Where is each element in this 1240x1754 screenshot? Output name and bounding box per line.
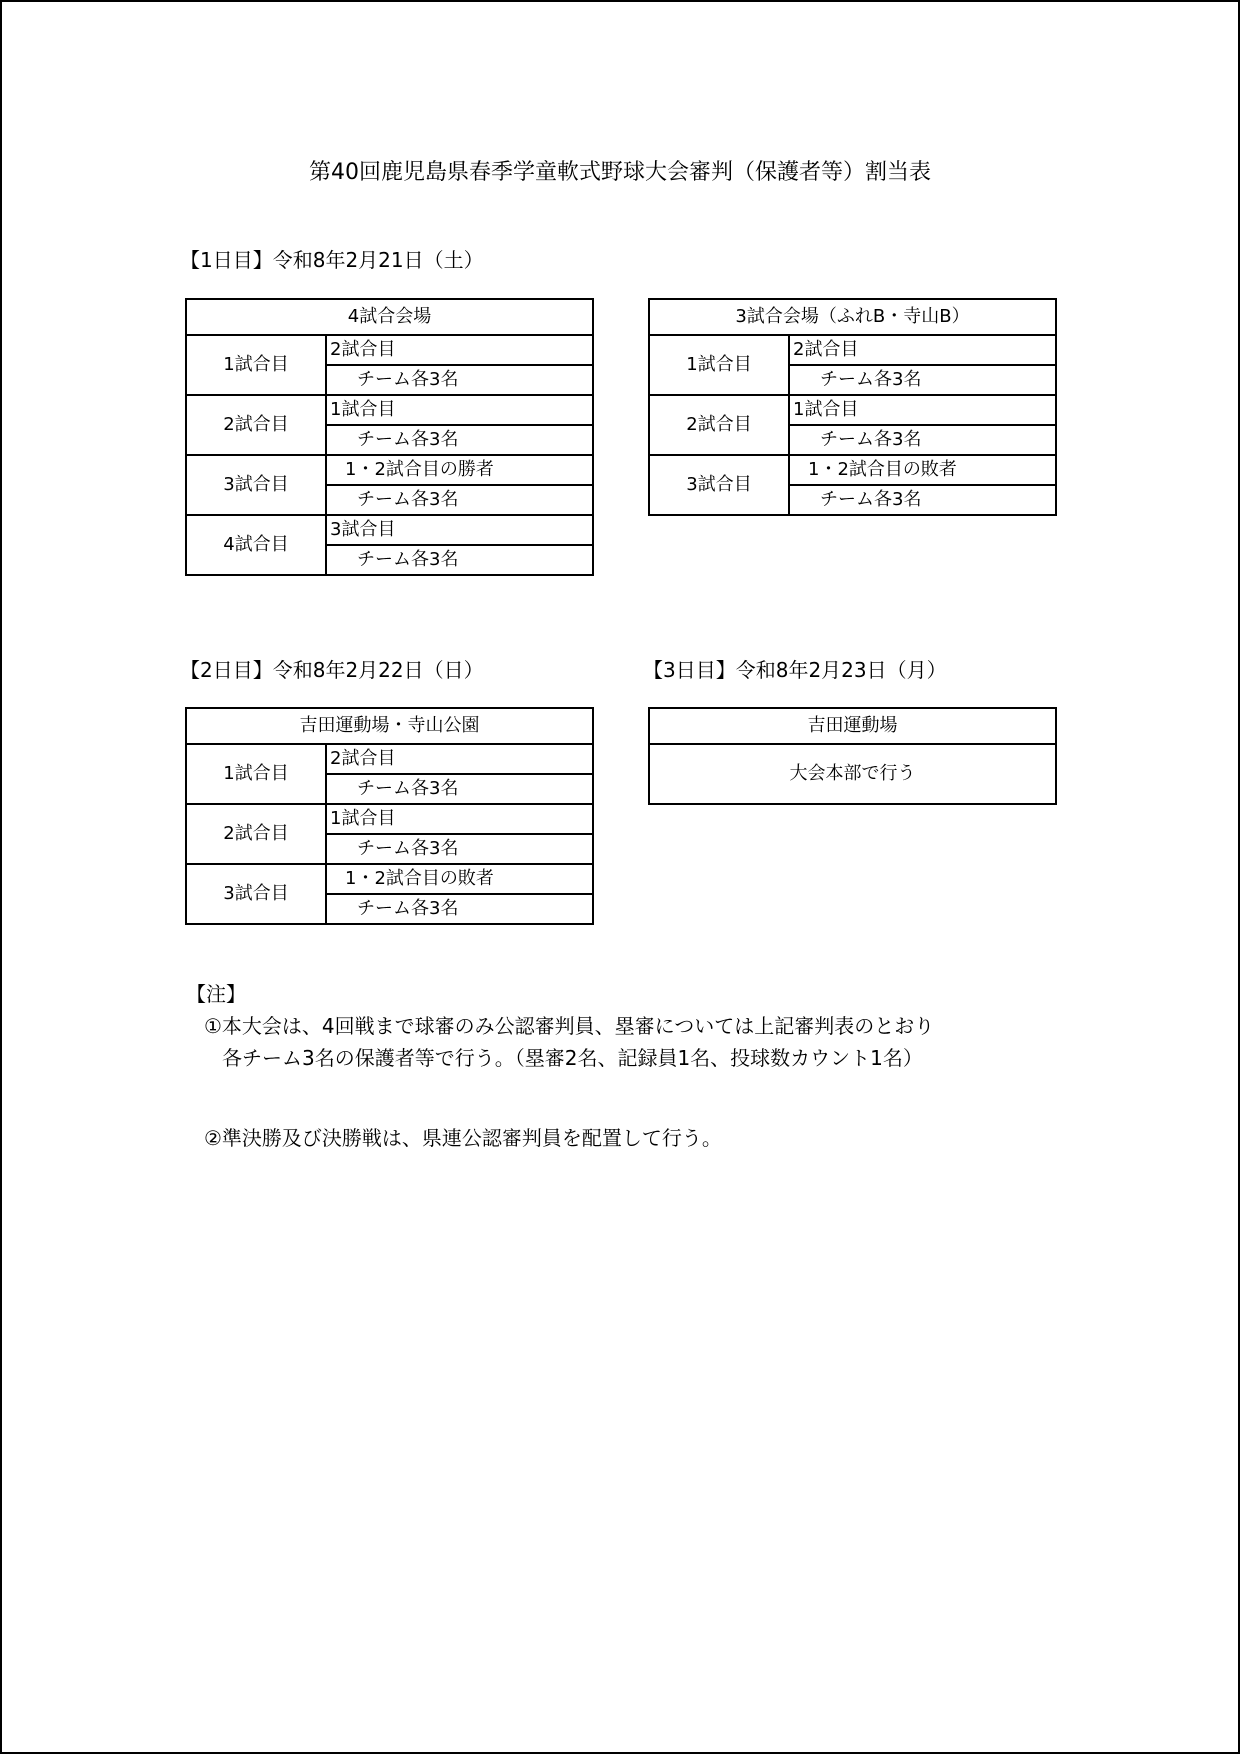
table-row <box>649 395 1056 425</box>
table-row <box>186 455 593 485</box>
game-detail: 1・2試合目の敗者 <box>326 864 593 894</box>
table-row <box>186 864 593 894</box>
note-item-1-line-1: ①本大会は、4回戦まで球審のみ公認審判員、塁審については上記審判表のとおり <box>204 1014 935 1038</box>
table-row <box>649 335 1056 365</box>
note-item-1-line-2: 各チーム3名の保護者等で行う。（塁審2名、記録員1名、投球数カウント1名） <box>222 1046 923 1070</box>
table-row <box>186 804 593 834</box>
page-title: 第40回鹿児島県春季学童軟式野球大会審判（保護者等）割当表 <box>309 160 931 185</box>
table-row <box>186 515 593 545</box>
day2-venue-table <box>185 707 594 925</box>
game-label: 1試合目 <box>649 335 789 395</box>
assignment: チーム各3名 <box>789 365 1056 395</box>
day1-heading: 【1日目】令和8年2月21日（土） <box>180 248 484 272</box>
table-row <box>186 335 593 365</box>
game-label: 3試合目 <box>186 864 326 924</box>
game-label: 2試合目 <box>186 395 326 455</box>
assignment: チーム各3名 <box>789 485 1056 515</box>
venue-name: 吉田運動場 <box>649 708 1056 744</box>
day1-venue1-table <box>185 298 594 576</box>
table-row <box>186 744 593 774</box>
game-detail: 3試合目 <box>326 515 593 545</box>
game-detail: 1・2試合目の勝者 <box>326 455 593 485</box>
notes-section <box>186 978 934 1154</box>
assignment: チーム各3名 <box>326 894 593 924</box>
day3-venue-table <box>648 707 1057 805</box>
game-label: 1試合目 <box>186 744 326 804</box>
game-label: 2試合目 <box>186 804 326 864</box>
assignment: チーム各3名 <box>789 425 1056 455</box>
venue-note: 大会本部で行う <box>649 744 1056 804</box>
game-detail: 2試合目 <box>326 744 593 774</box>
game-detail: 2試合目 <box>326 335 593 365</box>
game-detail: 1試合目 <box>326 804 593 834</box>
assignment: チーム各3名 <box>326 774 593 804</box>
note-spacer <box>186 1074 934 1122</box>
game-detail: 1試合目 <box>326 395 593 425</box>
game-label: 3試合目 <box>649 455 789 515</box>
day3-heading: 【3日目】令和8年2月23日（月） <box>643 658 947 682</box>
assignment: チーム各3名 <box>326 365 593 395</box>
day1-venue2-table <box>648 298 1057 516</box>
venue-name: 4試合会場 <box>186 299 593 335</box>
assignment: チーム各3名 <box>326 485 593 515</box>
game-detail: 1試合目 <box>789 395 1056 425</box>
game-label: 2試合目 <box>649 395 789 455</box>
notes-heading: 【注】 <box>186 982 246 1006</box>
assignment: チーム各3名 <box>326 425 593 455</box>
assignment: チーム各3名 <box>326 834 593 864</box>
game-label: 1試合目 <box>186 335 326 395</box>
game-label: 3試合目 <box>186 455 326 515</box>
table-row <box>649 455 1056 485</box>
game-detail: 2試合目 <box>789 335 1056 365</box>
day2-heading: 【2日目】令和8年2月22日（日） <box>180 658 484 682</box>
note-item-2: ②準決勝及び決勝戦は、県連公認審判員を配置して行う。 <box>204 1126 722 1150</box>
game-label: 4試合目 <box>186 515 326 575</box>
assignment: チーム各3名 <box>326 545 593 575</box>
venue-name: 3試合会場（ふれB・寺山B） <box>649 299 1056 335</box>
venue-name: 吉田運動場・寺山公園 <box>186 708 593 744</box>
table-row <box>186 395 593 425</box>
game-detail: 1・2試合目の敗者 <box>789 455 1056 485</box>
